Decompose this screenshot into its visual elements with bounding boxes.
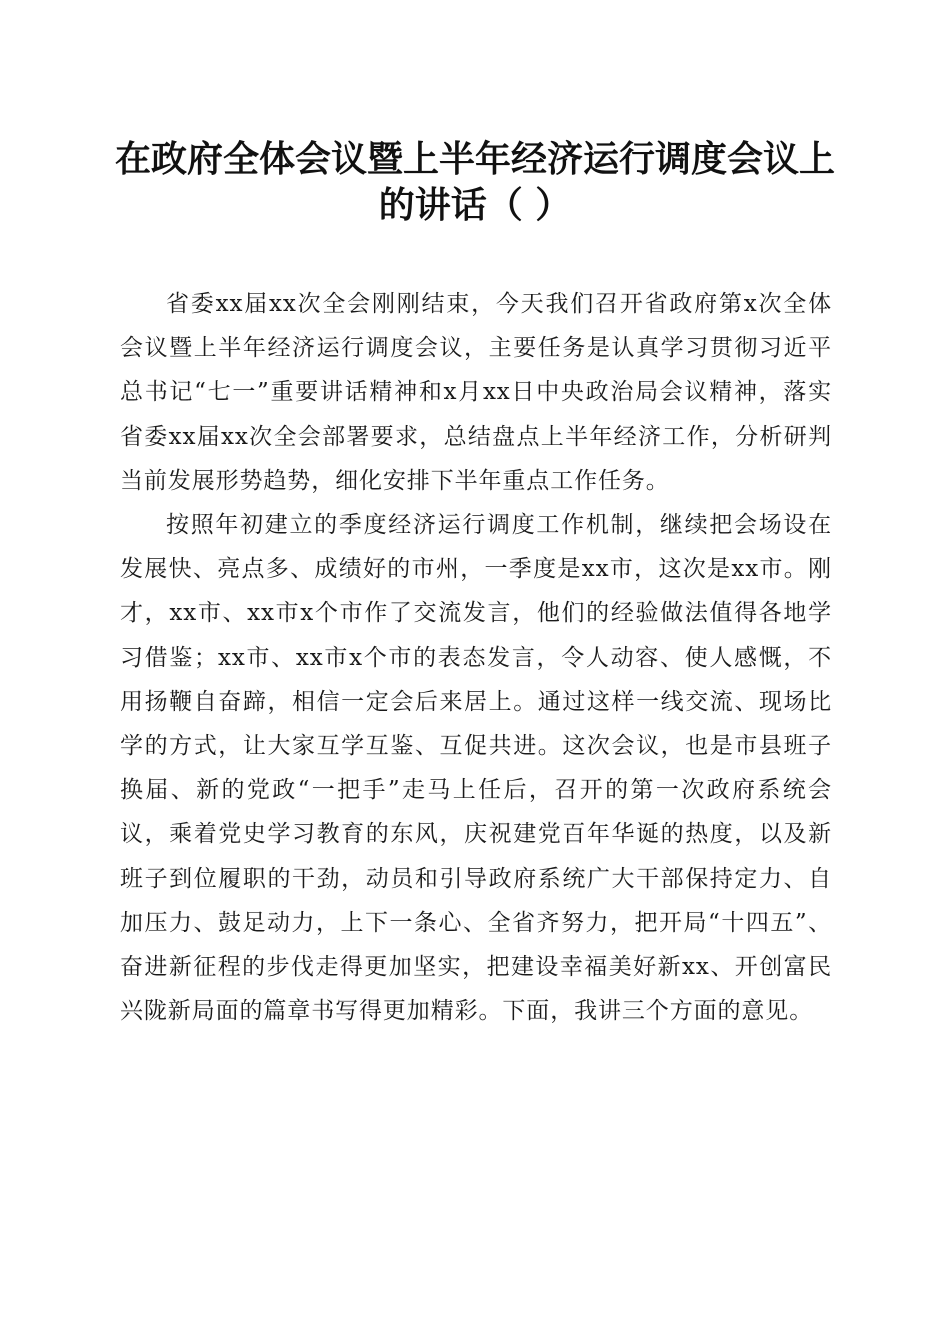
document-title: 在政府全体会议暨上半年经济运行调度会议上的讲话（ ）	[114, 138, 835, 226]
paragraph-2: 按照年初建立的季度经济运行调度工作机制，继续把会场设在发展快、亮点多、成绩好的市州，一季度是xx市，这次是xx市。刚才，xx市、xx市x个市作了交流发言，他们的经验做法值得各地学习借鉴；xx市、xx市x个市的表态发言，令人动容、使人感慨，不用扬鞭自奋蹄，相信一定会后来居上。通过这样一线交流、现场比学的方式，让大家互学互鉴、互促共进。这次会议，也是市县班子换届、新的党政“一把手”走马上任后，召开的第一次政府系统会议，乘着党史学习教育的东风，庆祝建党百年华诞的热度，以及新班子到位履职的干劲，动员和引导政府系统广大干部保持定力、自加压力、鼓足动力，上下一条心、全省齐努力，把开局“十四五”、奋进新征程的步伐走得更加坚实，把建设幸福美好新xx、开创富民兴陇新局面的篇章书写得更加精彩。下面，我讲三个方面的意见。	[120, 512, 832, 1025]
paragraph-1: 省委xx届xx次全会刚刚结束，今天我们召开省政府第x次全体会议暨上半年经济运行调度会议，主要任务是认真学习贯彻习近平总书记“七一”重要讲话精神和x月xx日中央政治局会议精神，落实省委xx届xx次全会部署要求，总结盘点上半年经济工作，分析研判当前发展形势趋势，细化安排下半年重点工作任务。	[120, 291, 832, 494]
document-body	[120, 282, 832, 1033]
